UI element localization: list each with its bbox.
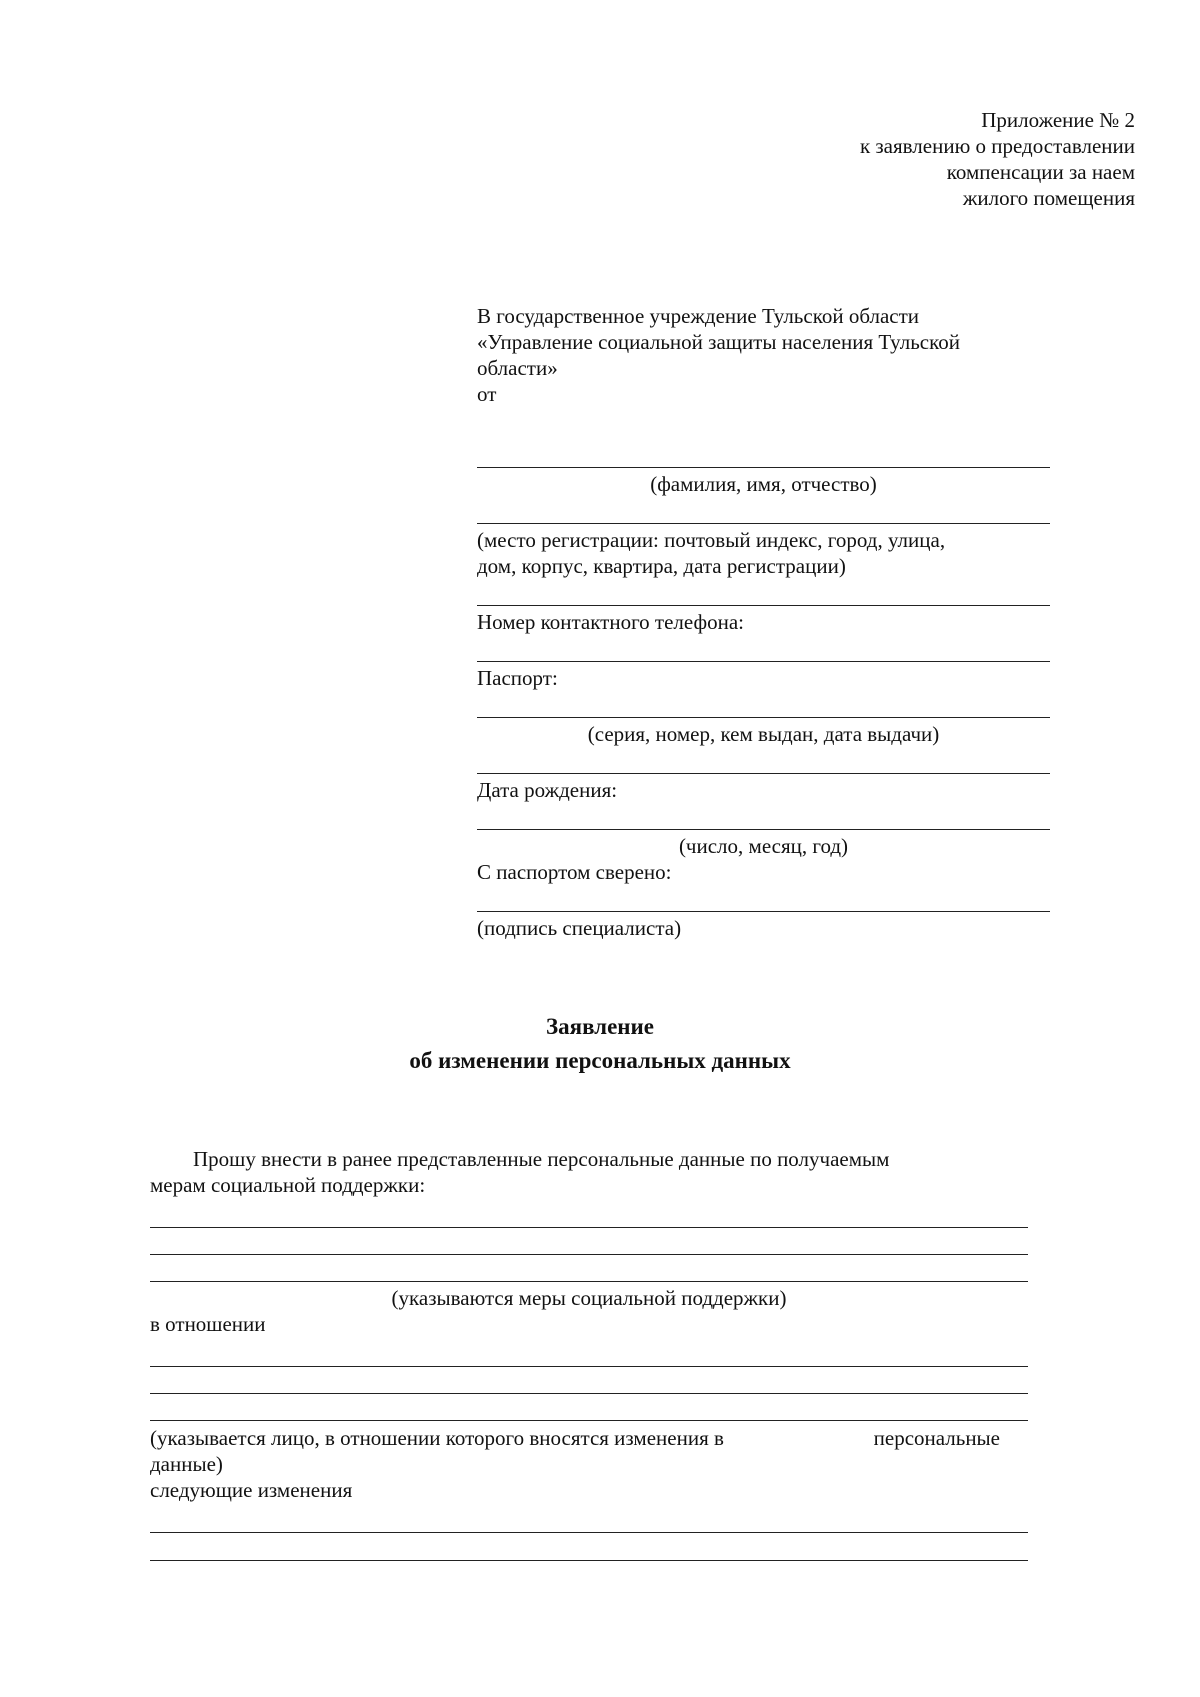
recipient-line-3: области» bbox=[477, 356, 558, 380]
registration-caption-1: (место регистрации: почтовый индекс, город, улица, bbox=[477, 528, 946, 552]
registration-blank-2[interactable] bbox=[477, 605, 1050, 606]
changes-blank-1[interactable] bbox=[150, 1532, 1028, 1533]
signature-caption: (подпись специалиста) bbox=[477, 916, 682, 940]
measures-caption: (указываются меры социальной поддержки) bbox=[391, 1286, 787, 1310]
signature-blank[interactable] bbox=[477, 911, 1050, 912]
passport-label: Паспорт: bbox=[477, 666, 558, 690]
appendix-line-2: к заявлению о предоставлении bbox=[859, 134, 1135, 158]
recipient-line-2: «Управление социальной защиты населения Тульской bbox=[477, 330, 960, 354]
phone-blank[interactable] bbox=[477, 661, 1050, 662]
registration-blank[interactable] bbox=[477, 523, 1050, 524]
appendix-number: Приложение № 2 bbox=[981, 108, 1135, 132]
passport-caption: (серия, номер, кем выдан, дата выдачи) bbox=[587, 722, 940, 746]
birth-caption: (число, месяц, год) bbox=[678, 834, 849, 858]
measures-blank-3[interactable] bbox=[150, 1281, 1028, 1282]
passport-blank[interactable] bbox=[477, 717, 1050, 718]
appendix-line-4: жилого помещения bbox=[962, 186, 1135, 210]
changes-label: следующие изменения bbox=[150, 1478, 353, 1502]
from-label: от bbox=[477, 382, 497, 406]
verified-label: С паспортом сверено: bbox=[477, 860, 672, 884]
birth-label: Дата рождения: bbox=[477, 778, 618, 802]
fio-caption: (фамилия, имя, отчество) bbox=[650, 472, 877, 496]
person-caption-1b: персональные bbox=[873, 1426, 1000, 1450]
registration-caption-2: дом, корпус, квартира, дата регистрации) bbox=[477, 554, 846, 578]
passport-blank-2[interactable] bbox=[477, 773, 1050, 774]
request-text-2: мерам социальной поддержки: bbox=[150, 1173, 426, 1197]
appendix-line-3: компенсации за наем bbox=[946, 160, 1135, 184]
measures-blank-1[interactable] bbox=[150, 1227, 1028, 1228]
person-blank-3[interactable] bbox=[150, 1420, 1028, 1421]
fio-blank[interactable] bbox=[477, 467, 1050, 468]
person-caption-1: (указывается лицо, в отношении которого вносятся изменения в bbox=[150, 1426, 724, 1450]
changes-blank-2[interactable] bbox=[150, 1560, 1028, 1561]
birth-blank[interactable] bbox=[477, 829, 1050, 830]
document-subtitle: об изменении персональных данных bbox=[409, 1048, 791, 1073]
measures-blank-2[interactable] bbox=[150, 1254, 1028, 1255]
person-caption-2: данные) bbox=[150, 1452, 223, 1476]
document-title: Заявление bbox=[545, 1014, 655, 1039]
phone-label: Номер контактного телефона: bbox=[477, 610, 744, 634]
request-text-1: Прошу внести в ранее представленные персональные данные по получаемым bbox=[193, 1147, 890, 1171]
person-blank-1[interactable] bbox=[150, 1366, 1028, 1367]
recipient-line-1: В государственное учреждение Тульской области bbox=[477, 304, 920, 328]
person-blank-2[interactable] bbox=[150, 1393, 1028, 1394]
regarding-label: в отношении bbox=[150, 1312, 266, 1336]
